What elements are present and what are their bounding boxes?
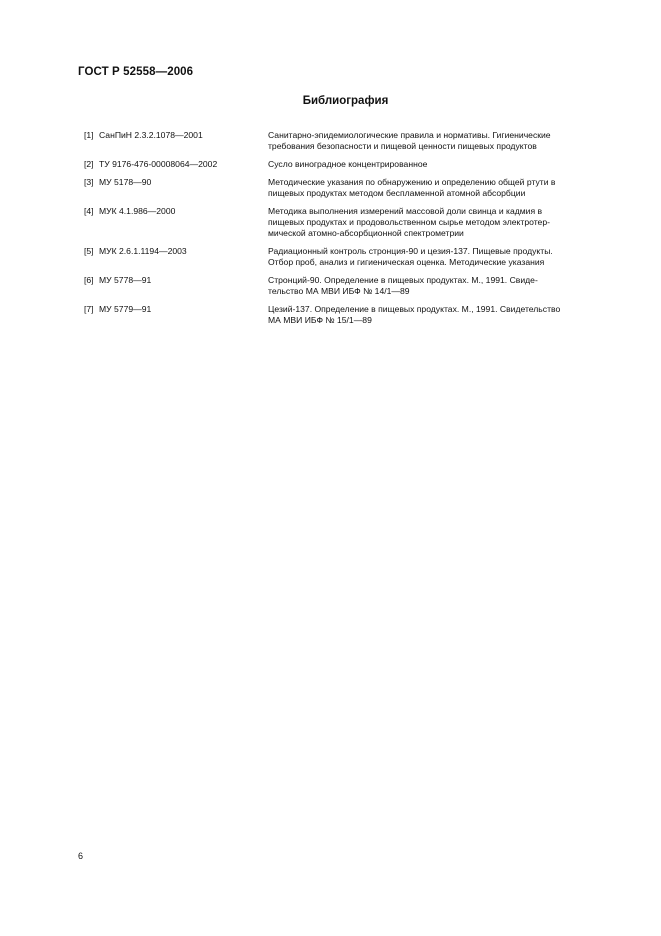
entry-description-line: Санитарно-эпидемиологические правила и нормативы. Гигиенические <box>268 130 551 140</box>
bibliography-entry <box>84 177 609 200</box>
entry-description-line: тельство МА МВИ ИБФ № 14/1—89 <box>268 286 410 297</box>
entry-description-line: МА МВИ ИБФ № 15/1—89 <box>268 315 372 326</box>
entry-description-line: Цезий-137. Определение в пищевых продуктах. М., 1991. Свидетельство <box>268 304 561 314</box>
entry-description-line: Методика выполнения измерений массовой доли свинца и кадмия в <box>268 205 543 216</box>
entry-code: МУ 5178—90 <box>99 176 152 187</box>
entry-description <box>268 206 609 240</box>
entry-description-line: Сусло виноградное концентрированное <box>268 159 428 169</box>
entry-description <box>268 130 609 153</box>
entry-description-line: пищевых продуктах методом беспламенной атомной абсорбции <box>268 188 526 198</box>
entry-description-line: пищевых продуктах и продовольственном сырье методом электротер- <box>268 217 550 227</box>
bibliography-entry <box>84 206 609 240</box>
bibliography-entry <box>84 275 609 298</box>
entry-description <box>268 304 609 327</box>
entry-description <box>268 177 609 200</box>
bibliography-entry <box>84 246 609 269</box>
bibliography-entry <box>84 130 609 153</box>
entry-description-line: Стронций-90. Определение в пищевых продуктах. М., 1991. Свиде- <box>268 275 538 285</box>
entry-description <box>268 159 609 170</box>
entry-description-line: мической атомно-абсорбционной спектрометрии <box>268 228 464 239</box>
entry-number: [5] <box>84 246 94 256</box>
entry-code: МУК 4.1.986—2000 <box>99 205 176 216</box>
entry-number: [7] <box>84 304 94 314</box>
entry-code: МУ 5778—91 <box>99 275 152 285</box>
bibliography-entry <box>84 159 609 170</box>
entry-number: [1] <box>84 130 94 140</box>
entry-number: [2] <box>84 159 94 169</box>
entry-description-line: Методические указания по обнаружению и определению общей ртути в <box>268 176 556 187</box>
section-title: Библиография <box>302 95 389 107</box>
entry-code: ТУ 9176-476-00008064—2002 <box>99 159 218 169</box>
entry-number: [6] <box>84 275 94 285</box>
page-number: 6 <box>78 851 84 861</box>
entry-description <box>268 246 609 269</box>
document-header: ГОСТ Р 52558—2006 <box>78 66 194 78</box>
entry-code: МУ 5779—91 <box>99 304 152 314</box>
entry-number: [4] <box>84 205 94 216</box>
bibliography-entry <box>84 304 609 327</box>
bibliography-list <box>84 130 609 333</box>
entry-code: МУК 2.6.1.1194—2003 <box>99 246 187 256</box>
entry-description-line: Отбор проб, анализ и гигиеническая оценка. Методические указания <box>268 257 545 268</box>
entry-description-line: Радиационный контроль стронция-90 и цезия-137. Пищевые продукты. <box>268 246 553 256</box>
entry-code: СанПиН 2.3.2.1078—2001 <box>99 130 203 140</box>
entry-description <box>268 275 609 298</box>
entry-description-line: требования безопасности и пищевой ценности пищевых продуктов <box>268 141 537 152</box>
entry-number: [3] <box>84 176 94 187</box>
